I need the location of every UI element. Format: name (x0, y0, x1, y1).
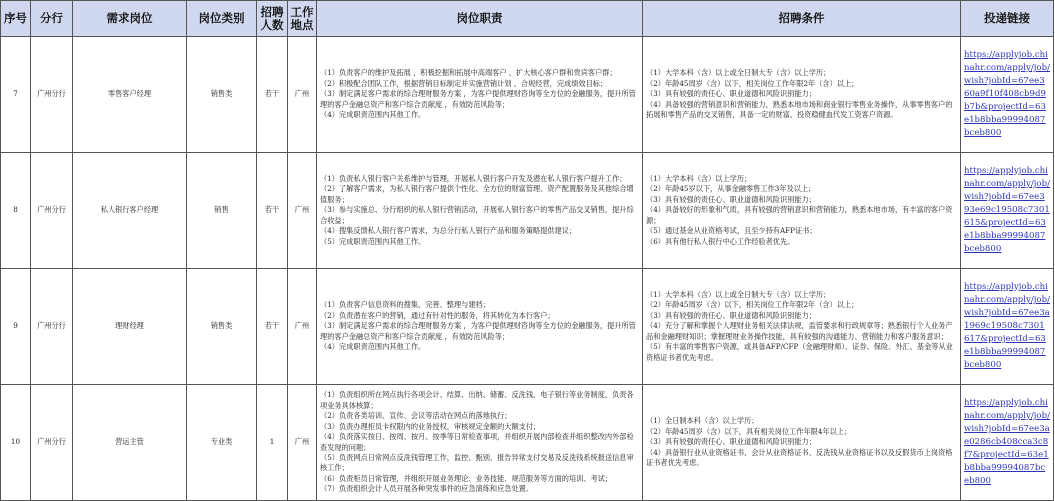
row-duties-line: （4）完成职责范围内其他工作。 (320, 110, 426, 120)
row-requirements (643, 385, 961, 501)
row-count: 1 (257, 385, 288, 501)
row-requirements (643, 37, 961, 153)
apply-link[interactable]: https://applyjob.chinahr.com/apply/job/wish?jobId=67ee3a1969c19508c7301617&projectId=63e1b8bba99994087bceb800 (964, 282, 1050, 370)
row-duties-line: （7）负责组织会计人员开展各种突发事件的应急演练和应急处置。 (320, 484, 534, 494)
row-requirements-line: （1）全日制本科（含）以上学历； (646, 416, 759, 426)
row-duties-line: （1）负责客户的维护及拓展 ，积极挖掘和拓展中高端客户 ，扩大核心客户群和贵宾客户群； (320, 68, 617, 78)
table-row (1, 269, 1054, 385)
row-category: 销售类 (187, 269, 257, 385)
row-position: 理财经理 (73, 269, 187, 385)
row-category: 销售类 (187, 37, 257, 153)
row-requirements-line: （5）有丰富的零售客户资源，或具备AFP/CFP（金融理财师）、证券、保险、外汇、基金等从业资格证书者优先考虑。 (646, 342, 953, 362)
row-duties-line: （5）完成职责范围内其他工作。 (320, 236, 426, 246)
row-count: 若干 (257, 153, 288, 269)
row-branch: 广州分行 (31, 37, 73, 153)
row-duties-line: （2）积极配合团队工作，根据营销目标制定并实施营销计划 ，合规经营，完成绩效目标； (320, 78, 608, 88)
row-category: 专业类 (187, 385, 257, 501)
apply-link[interactable]: https://applyjob.chinahr.com/apply/job/wish?jobId=67ee3ae0286cb408cca3c8f7&projectId=63e1b8bba99994087bceb800 (964, 398, 1050, 486)
row-category: 销售 (187, 153, 257, 269)
table-row (1, 385, 1054, 501)
row-link-cell (961, 269, 1054, 385)
row-requirements (643, 269, 961, 385)
row-duties-line: （6）负责柜员日常管理，并组织开展业务理论、业务技能、规范服务等方面的培训、考试； (320, 473, 613, 483)
row-branch: 广州分行 (31, 269, 73, 385)
apply-link[interactable]: https://applyjob.chinahr.com/apply/job/wish?jobId=67ee393e69c19508c7301615&projectId=63e1b8bba99994087bceb800 (964, 166, 1050, 254)
row-duties-line: （2）负责各类培训、宣传、会议等活动在网点的落地执行； (320, 411, 512, 421)
header-requirements: 招聘条件 (643, 1, 961, 37)
row-location: 广州 (288, 153, 317, 269)
row-requirements-line: （2）年龄45周岁（含）以下，相关岗位工作年限2年（含）以上； (646, 300, 859, 310)
table-row (1, 37, 1054, 153)
row-location: 广州 (288, 269, 317, 385)
row-seq: 7 (1, 37, 31, 153)
row-requirements-line: （2）年龄45周岁（含）以下，相关岗位工作年限2年（含）以上； (646, 78, 859, 88)
row-location: 广州 (288, 37, 317, 153)
row-count: 若干 (257, 269, 288, 385)
row-requirements-line: （5）通过基金从业资格考试，且至少持有AFP证书； (646, 226, 817, 236)
row-duties (317, 37, 643, 153)
header-link: 投递链接 (961, 1, 1054, 37)
row-requirements (643, 153, 961, 269)
row-branch: 广州分行 (31, 385, 73, 501)
row-position: 私人银行客户经理 (73, 153, 187, 269)
row-duties-line: （4）完成职责范围内其他工作。 (320, 342, 426, 352)
header-seq: 序号 (1, 1, 31, 37)
row-duties (317, 153, 643, 269)
row-requirements-line: （4）具备较好的形象和气质，具有较强的营销意识和营销能力，熟悉本地市场，有丰富的客户资源； (646, 205, 953, 225)
row-duties-line: （3）制定满足客户需求的综合理财服务方案 ，为客户提供理财咨询等全方位的金融服务，提升所管理的客户金融总资产和客户综合贡献度 ，有效防范风险等； (320, 89, 636, 109)
row-duties-line: （2）了解客户需求，为私人银行客户提供个性化、全方位的财富管理、资产配置服务及其他综合增值服务； (320, 184, 634, 204)
row-duties-line: （5）负责网点日常网点反洗钱管理工作，监控、甄别、报告异常支付交易及反洗钱系统报送信息审核工作； (320, 452, 634, 473)
row-duties-line: （4）负责落实按日、按周、按月、按季等日常检查事项，并组织开展内部检查并组织整改内外部检查发现的问题； (320, 432, 634, 452)
row-duties-line: （3）参与实施总、分行组织的私人银行营销活动，开展私人银行客户的零售产品交叉销售，提升综合收益； (320, 205, 634, 225)
table-row (1, 153, 1054, 269)
row-seq: 10 (1, 385, 31, 501)
row-link-cell (961, 385, 1054, 501)
header-position: 需求岗位 (73, 1, 187, 37)
table-header-row (1, 1, 1054, 37)
row-duties-line: （4）搜集反馈私人银行客户需求，为总分行私人银行产品和服务策略提供建议； (320, 226, 577, 236)
apply-link[interactable]: https://applyjob.chinahr.com/apply/job/wish?jobId=67ee360a9f10f408cb9d9b7b&projectId=63e1b8bba99994087bceb800 (964, 50, 1050, 138)
row-duties-line: （1）负责组织所在网点执行各项会计、结算、出纳、储蓄、反洗钱、电子银行等业务制度，负责各项业务具体核算； (320, 390, 634, 410)
row-duties-line: （1）负责私人银行客户关系维护与管理，开展私人银行客户开发及潜在私人银行客户提升工作； (320, 174, 627, 184)
row-link-cell (961, 37, 1054, 153)
row-duties (317, 385, 643, 501)
row-requirements-line: （3）具有较强的责任心、职业道德和风险识别能力； (646, 89, 816, 99)
table-body (1, 37, 1054, 501)
row-duties-line: （1）负责客户信息资料的搜集、完善、整理与建档； (320, 300, 490, 310)
header-category: 岗位类别 (187, 1, 257, 37)
row-position: 营运主管 (73, 385, 187, 501)
row-requirements-line: （3）具有较强的责任心、职业道德和风险识别能力； (646, 437, 816, 447)
row-duties-line: （2）负责潜在客户的营销，通过有针对性的服务，将其转化为本行客户； (320, 310, 555, 320)
row-requirements-line: （6）具有他行私人银行中心工作经验者优先。 (646, 236, 795, 246)
row-location: 广州 (288, 385, 317, 501)
row-link-cell (961, 153, 1054, 269)
header-branch: 分行 (31, 1, 73, 37)
row-requirements-line: （4）具备银行业从业资格证书、会计从业资格证书、反洗钱从业资格证书以及反假货币上岗资格证书者优先考虑。 (646, 447, 953, 468)
row-seq: 9 (1, 269, 31, 385)
row-position: 零售客户经理 (73, 37, 187, 153)
row-requirements-line: （1）大学本科（含）以上或全日制大专（含）以上学历； (646, 290, 831, 300)
row-requirements-line: （1）大学本科（含）以上学历； (646, 174, 752, 184)
row-requirements-line: （4）具备较强的营销意识和营销能力，熟悉本地市场和商业银行零售业务操作，从事零售客户的拓展和零售产品的交叉销售，具备一定的财富、投资稳健血代发工资客户资源。 (646, 99, 953, 120)
row-requirements-line: （1）大学本科（含）以上或全日制大专（含）以上学历； (646, 68, 831, 78)
row-duties-line: （3）负责办理柜员卡权限内的业务授权，审核规定金额的大额支付； (320, 421, 541, 431)
row-requirements-line: （2）年龄45周岁（含）以下，具有相关岗位工作年限4年以上； (646, 426, 852, 436)
header-location: 工作地点 (288, 1, 317, 37)
row-duties-line: （3）制定满足客户需求的综合理财服务方案 ，为客户提供理财咨询等全方位的金融服务，提升所管理的客户金融总资产和客户综合贡献度 ，有效防范风险等； (320, 321, 636, 341)
row-count: 若干 (257, 37, 288, 153)
row-branch: 广州分行 (31, 153, 73, 269)
row-requirements-line: （2）年龄45岁以下，从事金融零售工作3年及以上； (646, 184, 816, 194)
row-seq: 8 (1, 153, 31, 269)
row-duties (317, 269, 643, 385)
header-count: 招聘人数 (257, 1, 288, 37)
row-requirements-line: （4）充分了解和掌握个人理财业务相关法律法规，监管要求和行政规章等；熟悉银行个人业务产品和金融理财知识；掌握理财业务操作技能，具有较强的沟通能力、营销能力和客户服务意识； (646, 321, 953, 341)
header-duties: 岗位职责 (317, 1, 643, 37)
row-requirements-line: （3）具有较强的责任心、职业道德和风险识别能力； (646, 194, 816, 204)
row-requirements-line: （3）具有较强的责任心、职业道德和风险识别能力； (646, 310, 816, 320)
